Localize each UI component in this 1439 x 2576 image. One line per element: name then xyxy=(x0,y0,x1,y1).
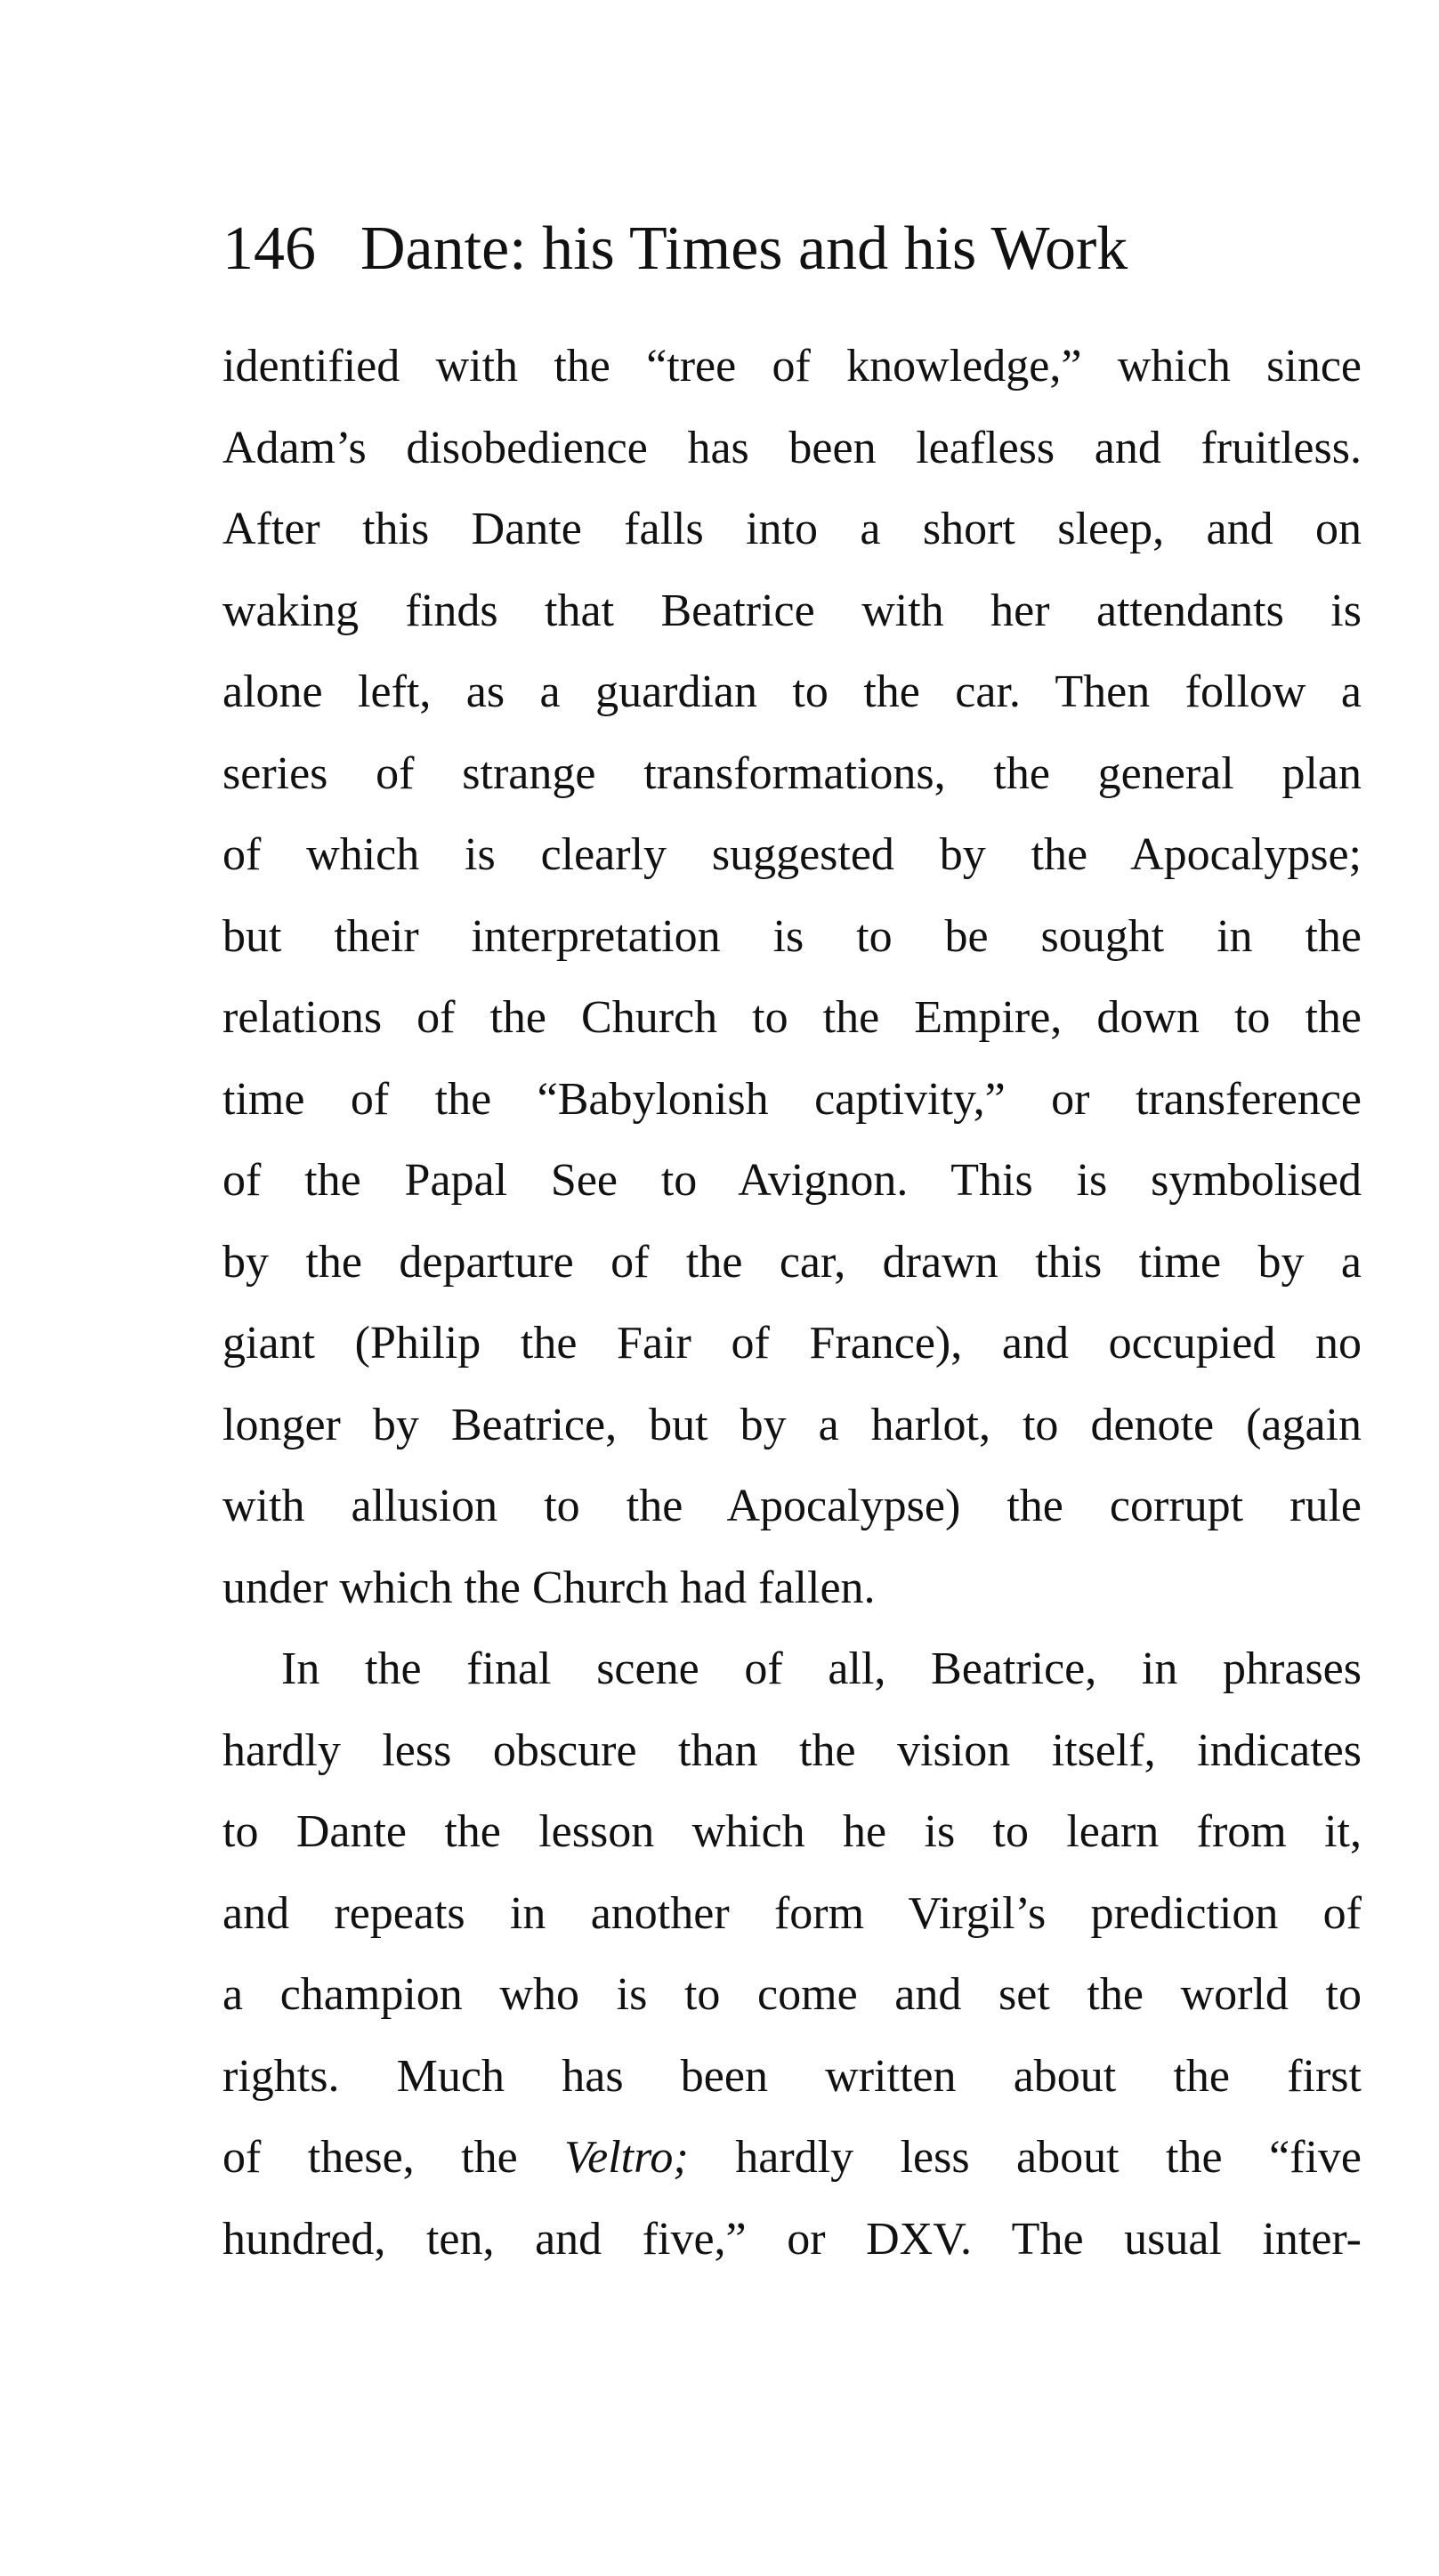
text-line: series of strange transformations, the general plan xyxy=(222,747,1362,799)
text-line: and repeats in another form Virgil’s prediction of xyxy=(222,1887,1362,1939)
text-line: under which the Church had fallen. xyxy=(222,1562,876,1613)
text-line: identified with the “tree of knowledge,” which since xyxy=(222,341,1362,392)
text-line: rights. Much has been written about the first xyxy=(222,2050,1362,2102)
text-line: hardly less obscure than the vision itself, indicates xyxy=(222,1724,1362,1776)
text-line: of which is clearly suggested by the Apocalypse; xyxy=(222,829,1362,880)
text-line: with allusion to the Apocalypse) the corrupt rule xyxy=(222,1481,1362,1531)
text-line: giant (Philip the Fair of France), and occupied no xyxy=(222,1318,1362,1369)
page-number: 146 xyxy=(222,214,316,283)
running-title: Dante: his Times and his Work xyxy=(360,214,1128,283)
text-line: In the final scene of all, Beatrice, in phrases xyxy=(281,1643,1362,1694)
text-line: a champion who is to come and set the world to xyxy=(222,1969,1362,2020)
body-text xyxy=(222,326,1362,2280)
text-line: of the Papal See to Avignon. This is symbolised xyxy=(222,1155,1362,1206)
italic-term: Veltro; xyxy=(564,2132,689,2183)
text-line: longer by Beatrice, but by a harlot, to denote (again xyxy=(222,1399,1362,1450)
text-line: but their interpretation is to be sought in the xyxy=(222,910,1362,962)
text-line: hundred, ten, and five,” or DXV. The usual inter- xyxy=(222,2213,1362,2265)
paragraph-2 xyxy=(222,1628,1362,2280)
text-line: waking finds that Beatrice with her attendants is xyxy=(222,585,1362,636)
text-line-with-italic xyxy=(222,2117,1362,2199)
text-segment: hardly less about the “five xyxy=(688,2132,1362,2183)
running-header xyxy=(222,200,1362,298)
text-line: by the departure of the car, drawn this time by a xyxy=(222,1236,1362,1288)
text-line: Adam’s disobedience has been leafless and fruitless. xyxy=(222,422,1362,473)
text-segment: of these, the xyxy=(222,2132,565,2183)
text-line: to Dante the lesson which he is to learn from it, xyxy=(222,1806,1362,1857)
text-line: relations of the Church to the Empire, down to the xyxy=(222,992,1362,1043)
text-line: alone left, as a guardian to the car. Then follow a xyxy=(222,666,1362,717)
paragraph-1 xyxy=(222,326,1362,1628)
text-line: time of the “Babylonish captivity,” or transference xyxy=(222,1073,1362,1125)
text-line: After this Dante falls into a short sleep, and on xyxy=(222,504,1362,554)
